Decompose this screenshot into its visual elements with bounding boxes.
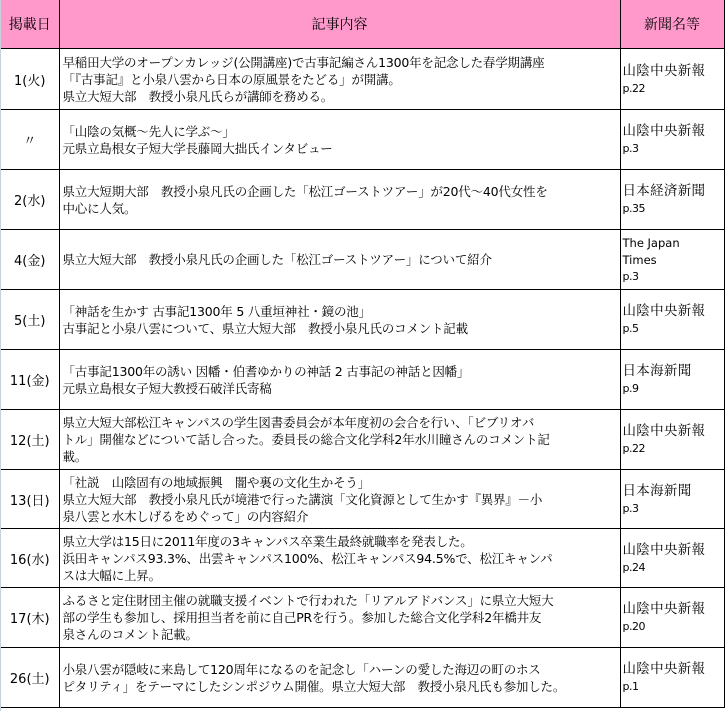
- content-line: 元県立島根女子短大学長藤岡大拙氏インタビュー: [62, 140, 333, 156]
- newspaper-name: 山陰中央新報: [622, 601, 706, 617]
- row-newspaper: [620, 230, 724, 290]
- row-content: [59, 230, 620, 290]
- row-date: 〃: [1, 110, 59, 170]
- row-content: [59, 410, 620, 470]
- content-line: 県立大短大部 教授小泉凡氏の企画した「松江ゴーストツアー」について紹介: [62, 252, 492, 267]
- row-newspaper: [620, 170, 724, 230]
- newspaper-name: 山陰中央新報: [622, 303, 706, 319]
- newspaper-name: 日本海新聞: [622, 482, 692, 499]
- row-content: [59, 170, 620, 230]
- content-line: ピタリティ」をテーマにしたシンポジウム開催。県立大短大部 教授小泉凡氏も参加した。: [62, 678, 566, 694]
- content-line: ふるさと定住財団主催の就職支援イベントで行われた「リアルアドバンス」に県立大短大: [62, 593, 554, 608]
- newspaper-name-line: Times: [622, 252, 657, 267]
- row-content: [59, 529, 620, 588]
- content-line: 早稲田大学のオープンカレッジ(公開講座)で古事記編さん1300年を記念した春学期講座: [62, 54, 545, 70]
- content-line: スは大幅に上昇。: [62, 567, 161, 583]
- newspaper-name: 山陰中央新報: [622, 541, 706, 558]
- content-line: 泉さんのコメント記載。: [62, 627, 198, 642]
- content-line: 県立大短期大部 教授小泉凡氏の企画した「松江ゴーストツアー」が20代～40代女性を: [62, 183, 548, 199]
- row-newspaper: [620, 588, 724, 648]
- content-line: 「社説 山陰固有の地域振興 闇や裏の文化生かそう」: [62, 474, 371, 490]
- content-line: 小泉八雲が隠岐に来島して120周年になるのを記念し「ハーンの愛した海辺の町のホス: [62, 661, 541, 677]
- newspaper-name: 山陰中央新報: [622, 62, 706, 79]
- row-date: 12(土): [1, 410, 59, 470]
- newspaper-page: p.35: [622, 202, 645, 215]
- table-row: [1, 470, 724, 529]
- table-row: [1, 529, 724, 588]
- table-row: [1, 49, 724, 110]
- content-line: 県立大短大部 教授小泉凡氏が境港で行った講演「文化資源として生かす『異界』－小: [62, 491, 543, 507]
- newspaper-page: p.24: [622, 560, 645, 574]
- table-row: [1, 230, 724, 290]
- newspaper-page: p.9: [622, 382, 639, 395]
- row-newspaper: [620, 290, 724, 350]
- content-line: 県立大短大部松江キャンパスの学生図書委員会が本年度初の会合を行い、「ビブリオバ: [62, 415, 535, 430]
- row-date: 11(金): [1, 350, 59, 410]
- row-content: [59, 350, 620, 410]
- content-line: 古事記と小泉八雲について、県立大短大部 教授小泉凡氏のコメント記載: [62, 320, 468, 336]
- header-date: 掲載日: [1, 0, 59, 49]
- content-line: 部の学生も参加し、採用担当者を前に自己PRを行う。参加した総合文化学科2年橋井友: [62, 610, 542, 625]
- header-newspaper: 新聞名等: [620, 0, 724, 49]
- newspaper-name: 日本海新聞: [622, 363, 692, 379]
- content-line: 載。: [62, 449, 88, 464]
- content-line: トル」開催などについて話し合った。委員長の総合文化学科2年水川瞳さんのコメント記: [62, 432, 550, 447]
- row-newspaper: [620, 49, 724, 110]
- table-row: [1, 170, 724, 230]
- table-header-row: [1, 0, 724, 49]
- newspaper-name-line: The Japan: [622, 235, 680, 250]
- row-date: 1(火): [1, 49, 59, 110]
- newspaper-page: p.5: [622, 322, 639, 335]
- row-newspaper: [620, 410, 724, 470]
- table-row: [1, 350, 724, 410]
- content-line: 元県立島根女子短大教授石破洋氏寄稿: [62, 380, 272, 396]
- table-row: [1, 290, 724, 350]
- row-newspaper: [620, 350, 724, 410]
- row-content: [59, 588, 620, 648]
- header-content: 記事内容: [59, 0, 620, 49]
- content-line: 「『古事記』と小泉八雲から日本の原風景をたどる」が開講。: [62, 71, 401, 87]
- table-row: [1, 648, 724, 708]
- row-date: 17(木): [1, 588, 59, 648]
- newspaper-name: 山陰中央新報: [622, 423, 706, 439]
- newspaper-page: p.3: [622, 269, 639, 283]
- row-newspaper: [620, 110, 724, 170]
- row-content: [59, 470, 620, 529]
- newspaper-page: p.20: [622, 620, 645, 633]
- table-row: [1, 410, 724, 470]
- row-newspaper: [620, 470, 724, 529]
- content-line: 泉八雲と水木しげるをめぐって」の内容紹介: [62, 508, 309, 524]
- row-date: 13(日): [1, 470, 59, 529]
- content-line: 県立大短大部 教授小泉凡氏らが講師を務める。: [62, 88, 334, 104]
- content-line: 「神話を生かす 古事記1300年 5 八重垣神社・鏡の池」: [62, 303, 371, 319]
- newspaper-page: p.1: [622, 680, 639, 693]
- newspaper-page: p.3: [622, 501, 639, 515]
- newspaper-name: 山陰中央新報: [622, 123, 706, 139]
- content-line: 「古事記1300年の誘い 因幡・伯耆ゆかりの神話 2 古事記の神話と因幡」: [62, 363, 470, 379]
- newspaper-page: p.3: [622, 142, 639, 155]
- row-date: 4(金): [1, 230, 59, 290]
- table-row: [1, 588, 724, 648]
- row-content: [59, 110, 620, 170]
- row-content: [59, 49, 620, 110]
- content-line: 県立大学は15日に2011年度の3キャンパス卒業生最終就職率を発表した。: [62, 533, 473, 549]
- content-line: 浜田キャンパス93.3%、出雲キャンパス100%、松江キャンパス94.5%で、松江キャンパ: [62, 550, 553, 566]
- newspaper-page: p.22: [622, 442, 645, 455]
- row-date: 5(土): [1, 290, 59, 350]
- row-newspaper: [620, 529, 724, 588]
- content-line: 「山陰の気概～先人に学ぶ～」: [62, 123, 235, 139]
- row-content: [59, 290, 620, 350]
- table-row: [1, 110, 724, 170]
- news-articles-table: [1, 0, 725, 708]
- row-newspaper: [620, 648, 724, 708]
- newspaper-name: 山陰中央新報: [622, 661, 706, 677]
- row-date: 26(土): [1, 648, 59, 708]
- row-date: 2(水): [1, 170, 59, 230]
- row-content: [59, 648, 620, 708]
- newspaper-page: p.22: [622, 81, 645, 95]
- newspaper-name: 日本経済新聞: [622, 183, 706, 199]
- content-line: 中心に人気。: [62, 200, 137, 216]
- row-date: 16(水): [1, 529, 59, 588]
